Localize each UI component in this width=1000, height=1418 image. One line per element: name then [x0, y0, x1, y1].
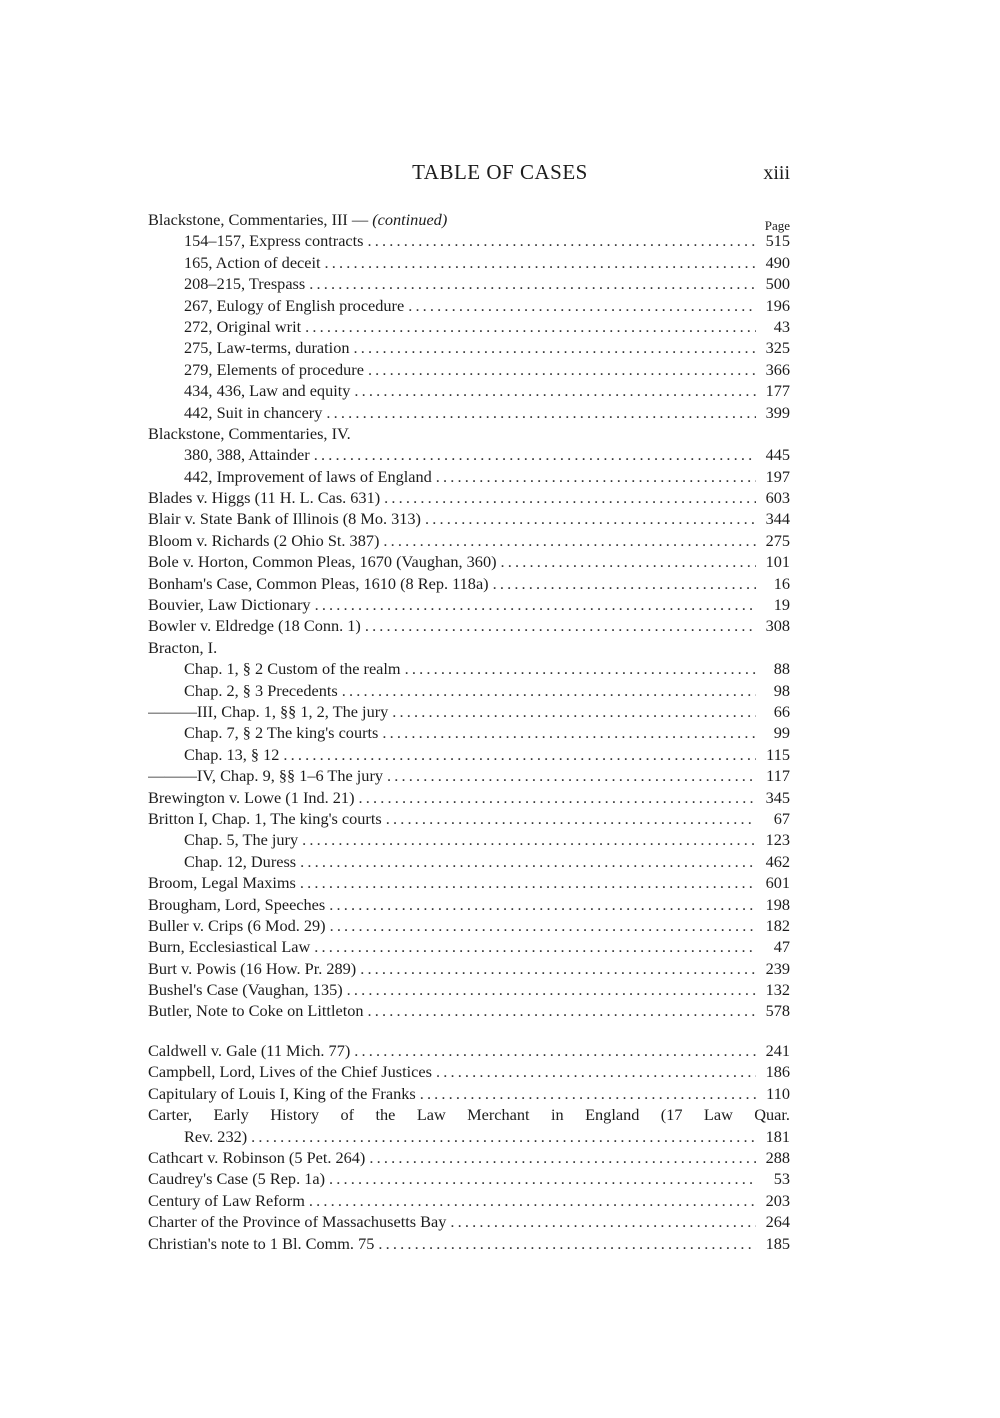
- list-item: [148, 1233, 790, 1254]
- dot-leader: [354, 380, 756, 401]
- dot-leader: [420, 1083, 756, 1104]
- dot-leader: [305, 316, 756, 337]
- continued-note: (continued): [372, 210, 448, 229]
- list-item: [148, 808, 790, 829]
- dot-leader: [368, 1000, 757, 1021]
- page-ref: 123: [765, 830, 790, 850]
- dot-leader: [383, 530, 756, 551]
- list-item: [148, 1000, 790, 1021]
- dot-leader: [368, 230, 756, 251]
- page-ref: 288: [765, 1147, 790, 1167]
- page-ref: 53: [773, 1169, 790, 1189]
- entry-title: Bonham's Case, Common Pleas, 1610 (8 Rep. 118a): [148, 573, 489, 593]
- entry-title: ———III, Chap. 1, §§ 1, 2, The jury: [148, 701, 389, 721]
- page-title: TABLE OF CASES: [412, 160, 588, 184]
- entry-title: Burt v. Powis (16 How. Pr. 289): [148, 958, 357, 978]
- entry-title: Bushel's Case (Vaughan, 135): [148, 980, 343, 1000]
- page-ref: 601: [765, 873, 790, 893]
- dot-leader: [368, 359, 756, 380]
- page-number: xiii: [763, 162, 790, 184]
- list-item: [148, 915, 790, 936]
- entry-title: Caudrey's Case (5 Rep. 1a): [148, 1169, 326, 1189]
- entry-title: Bloom v. Richards (2 Ohio St. 387): [148, 530, 380, 550]
- list-item: [148, 1168, 790, 1189]
- dot-leader: [425, 508, 756, 529]
- page-ref: 47: [773, 937, 790, 957]
- page-ref: 181: [765, 1126, 790, 1146]
- page-ref: 345: [765, 787, 790, 807]
- list-item: [148, 573, 790, 594]
- entry-title: Broom, Legal Maxims: [148, 873, 296, 893]
- dot-leader: [309, 1190, 756, 1211]
- entry-title: ———IV, Chap. 9, §§ 1–6 The jury: [148, 766, 384, 786]
- entry-title: Bracton, I.: [148, 637, 218, 657]
- list-item: [148, 337, 790, 358]
- dot-leader: [405, 658, 756, 679]
- dot-leader: [354, 1040, 756, 1061]
- dot-leader: [384, 487, 756, 508]
- dot-leader: [315, 594, 756, 615]
- dot-leader: [300, 851, 756, 872]
- entry-title: 267, Eulogy of English procedure: [184, 295, 405, 315]
- page-ref: 515: [765, 231, 790, 251]
- entry-title: Caldwell v. Gale (11 Mich. 77): [148, 1041, 351, 1060]
- list-item: [148, 273, 790, 294]
- entry-title: Burn, Ecclesiastical Law: [148, 937, 311, 957]
- dot-leader: [302, 829, 756, 850]
- list-item: [148, 1040, 790, 1061]
- list-item: [148, 551, 790, 572]
- page-ref: 197: [765, 466, 790, 486]
- list-item: [148, 787, 790, 808]
- entry-title: 442, Suit in chancery: [184, 402, 323, 422]
- list-item: [148, 444, 790, 465]
- list-item: [148, 701, 790, 722]
- page-ref: 325: [765, 338, 790, 358]
- page-ref: 196: [765, 295, 790, 315]
- page-ref: 43: [773, 316, 790, 336]
- dot-leader: [408, 295, 756, 316]
- list-item: [148, 508, 790, 529]
- dot-leader: [314, 444, 756, 465]
- page-ref: 177: [765, 381, 790, 401]
- page-ref: 182: [765, 915, 790, 935]
- dot-leader: [450, 1211, 756, 1232]
- entry-title: Blair v. State Bank of Illinois (8 Mo. 313): [148, 509, 421, 529]
- list-item: [148, 487, 790, 508]
- dot-leader: [369, 1147, 756, 1168]
- entry-title: Chap. 7, § 2 The king's courts: [184, 723, 379, 743]
- dot-leader: [325, 252, 756, 273]
- dot-leader: [326, 402, 756, 423]
- entry-title: Butler, Note to Coke on Littleton: [148, 1001, 364, 1021]
- page-ref: 399: [765, 402, 790, 422]
- entry-title: Christian's note to 1 Bl. Comm. 75: [148, 1233, 375, 1253]
- page-ref: 185: [765, 1233, 790, 1253]
- list-item: [148, 722, 790, 743]
- list-item: [148, 252, 790, 273]
- entry-title: Chap. 1, § 2 Custom of the realm: [184, 659, 401, 679]
- dot-leader: [329, 1168, 756, 1189]
- page-ref: 99: [773, 723, 790, 743]
- dot-leader: [342, 680, 756, 701]
- dot-leader: [378, 1233, 756, 1254]
- page-ref: 344: [765, 509, 790, 529]
- entry-title: Chap. 13, § 12: [184, 744, 280, 764]
- page-ref: 19: [773, 595, 790, 615]
- entry-title: Cathcart v. Robinson (5 Pet. 264): [148, 1147, 366, 1167]
- page-ref: 578: [765, 1001, 790, 1021]
- page-ref: 132: [765, 980, 790, 1000]
- dot-leader: [309, 273, 756, 294]
- entry-title: Britton I, Chap. 1, The king's courts: [148, 808, 382, 828]
- dot-leader: [359, 787, 757, 808]
- dot-leader: [392, 701, 756, 722]
- page-ref: 203: [765, 1190, 790, 1210]
- entry-title: Rev. 232): [184, 1126, 248, 1146]
- list-item: [148, 359, 790, 380]
- page-ref: 603: [765, 488, 790, 508]
- list-item: [148, 1211, 790, 1232]
- entry-heading: [148, 637, 790, 658]
- entry-title: Blades v. Higgs (11 H. L. Cas. 631): [148, 488, 381, 508]
- page-ref: 98: [773, 680, 790, 700]
- page-ref: 308: [765, 616, 790, 636]
- list-item: [148, 466, 790, 487]
- entry-title: Bole v. Horton, Common Pleas, 1670 (Vaughan, 360): [148, 552, 497, 572]
- list-item: [148, 1126, 790, 1147]
- page-ref: 67: [773, 808, 790, 828]
- dot-leader: [353, 337, 756, 358]
- entry-title: Chap. 5, The jury: [184, 830, 299, 850]
- entry-title: Blackstone, Commentaries, III —: [148, 210, 369, 229]
- entry-title: 380, 388, Attainder: [184, 445, 310, 465]
- list-item: [148, 872, 790, 893]
- list-item: [148, 936, 790, 957]
- entry-heading: [148, 1104, 790, 1125]
- dot-leader: [314, 936, 756, 957]
- page-ref: 88: [773, 659, 790, 679]
- entry-title: 154–157, Express contracts: [184, 231, 364, 251]
- page-ref: 445: [765, 445, 790, 465]
- dot-leader: [347, 979, 756, 1000]
- list-item: [148, 594, 790, 615]
- dot-leader: [251, 1126, 756, 1147]
- list-item: [148, 894, 790, 915]
- entry-title: Buller v. Crips (6 Mod. 29): [148, 915, 326, 935]
- page-ref: 66: [773, 701, 790, 721]
- list-item: [148, 295, 790, 316]
- list-item: [148, 1083, 790, 1104]
- list-item: [148, 851, 790, 872]
- page-ref: 16: [773, 573, 790, 593]
- dot-leader: [501, 551, 756, 572]
- dot-leader: [283, 744, 756, 765]
- list-item: [148, 958, 790, 979]
- dot-leader: [360, 958, 756, 979]
- entry-heading: [148, 423, 790, 444]
- entry-title: 165, Action of deceit: [184, 252, 321, 272]
- list-item: [148, 979, 790, 1000]
- page-ref: 198: [765, 894, 790, 914]
- table-of-cases-section-c: [148, 1040, 790, 1254]
- page-ref: 110: [766, 1083, 790, 1103]
- entry-title: 275, Law-terms, duration: [184, 338, 350, 358]
- list-item: [148, 1061, 790, 1082]
- entry-title: Bouvier, Law Dictionary: [148, 595, 311, 615]
- entry-title: 434, 436, Law and equity: [184, 381, 351, 401]
- list-item: [148, 615, 790, 636]
- dot-leader: [436, 1061, 756, 1082]
- list-item: [148, 316, 790, 337]
- dot-leader: [436, 466, 756, 487]
- list-item: [148, 380, 790, 401]
- entry-title: Brougham, Lord, Speeches: [148, 894, 326, 914]
- list-item: [148, 658, 790, 679]
- page-ref: 241: [765, 1041, 790, 1060]
- list-item: [148, 744, 790, 765]
- list-item: [148, 530, 790, 551]
- page-ref: 101: [765, 552, 790, 572]
- entry-title: Brewington v. Lowe (1 Ind. 21): [148, 787, 355, 807]
- list-item: [148, 765, 790, 786]
- entry-heading: [148, 209, 790, 230]
- page-ref: 500: [765, 274, 790, 294]
- page-ref: 490: [765, 252, 790, 272]
- list-item: [148, 829, 790, 850]
- dot-leader: [365, 615, 756, 636]
- page-ref: 117: [766, 766, 790, 786]
- page-ref: 115: [766, 744, 790, 764]
- entry-title: Blackstone, Commentaries, IV.: [148, 423, 351, 443]
- entry-title: Charter of the Province of Massachusetts Bay: [148, 1212, 447, 1232]
- page-ref: 366: [765, 359, 790, 379]
- dot-leader: [493, 573, 756, 594]
- page-ref: 186: [765, 1062, 790, 1082]
- entry-title: 279, Elements of procedure: [184, 359, 364, 379]
- page-ref: 462: [765, 851, 790, 871]
- entry-title: 272, Original writ: [184, 316, 302, 336]
- dot-leader: [382, 722, 756, 743]
- list-item: [148, 402, 790, 423]
- dot-leader: [329, 894, 756, 915]
- entry-title: Capitulary of Louis I, King of the Franks: [148, 1083, 416, 1103]
- list-item: [148, 230, 790, 251]
- entry-title: Chap. 2, § 3 Precedents: [184, 680, 338, 700]
- page-ref: 264: [765, 1212, 790, 1232]
- entry-title: 442, Improvement of laws of England: [184, 466, 432, 486]
- dot-leader: [386, 808, 756, 829]
- entry-title: Carter, Early History of the Law Merchant in England (17 Law Quar.: [148, 1105, 790, 1125]
- list-item: [148, 1147, 790, 1168]
- page-ref: 239: [765, 958, 790, 978]
- dot-leader: [330, 915, 756, 936]
- entry-title: 208–215, Trespass: [184, 274, 306, 294]
- entry-title: Chap. 12, Duress: [184, 851, 297, 871]
- entry-title: Century of Law Reform: [148, 1190, 305, 1210]
- entry-title: Campbell, Lord, Lives of the Chief Justices: [148, 1062, 432, 1082]
- dot-leader: [387, 765, 756, 786]
- entry-title: Bowler v. Eldredge (18 Conn. 1): [148, 616, 361, 636]
- list-item: [148, 1190, 790, 1211]
- page-ref: 275: [765, 530, 790, 550]
- list-item: [148, 680, 790, 701]
- dot-leader: [300, 872, 756, 893]
- table-of-cases-section-b: [148, 209, 790, 1022]
- page-column-label: Page: [764, 218, 790, 233]
